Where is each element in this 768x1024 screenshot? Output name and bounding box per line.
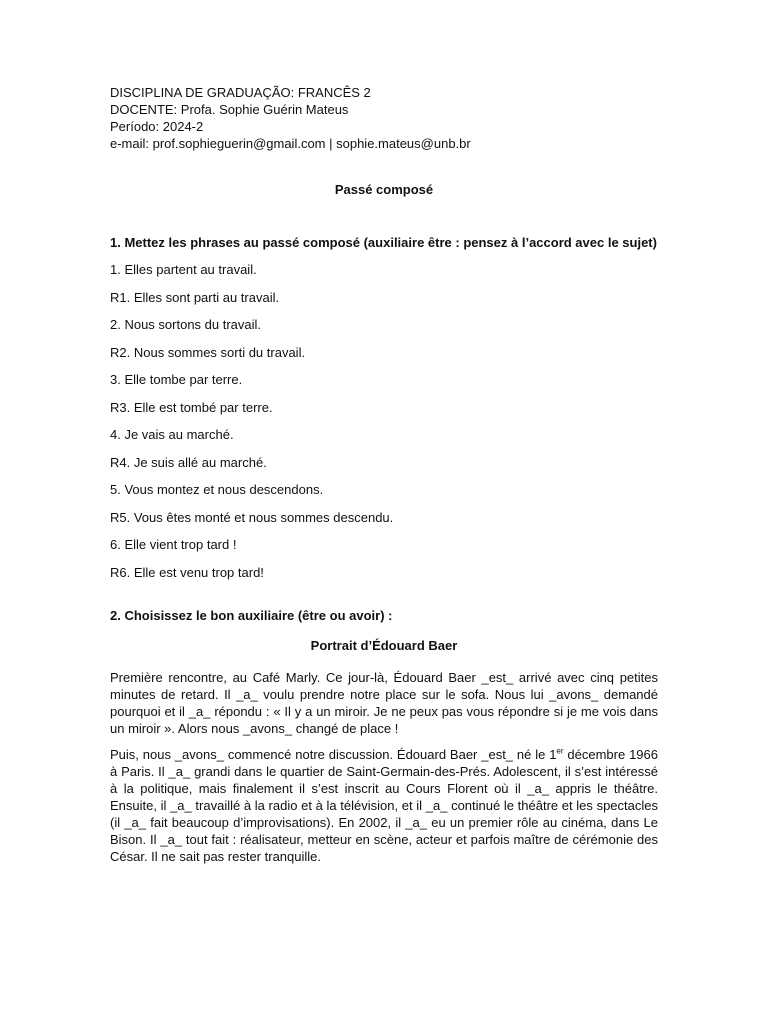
discipline-line: DISCIPLINA DE GRADUAÇÃO: FRANCÊS 2 (110, 85, 371, 100)
ordinal-superscript: er (556, 746, 564, 756)
exercise-item: 1. Elles partent au travail. (110, 262, 257, 277)
exercise-item: 4. Je vais au marché. (110, 427, 234, 442)
portrait-subtitle: Portrait d’Édouard Baer (310, 637, 458, 653)
email-line: e-mail: prof.sophieguerin@gmail.com | sophie.mateus@unb.br (110, 136, 471, 151)
document-header (110, 84, 658, 152)
exercise-2-heading: 2. Choisissez le bon auxiliaire (être ou avoir) : (110, 607, 393, 623)
exercise-1-items (110, 261, 658, 581)
exercise-item: 3. Elle tombe par terre. (110, 372, 243, 387)
period-line: Período: 2024-2 (110, 119, 204, 134)
exercise-1-heading: 1. Mettez les phrases au passé composé (auxiliaire être : pensez à l’accord avec le sujet) (110, 235, 657, 250)
portrait-paragraph-1: Première rencontre, au Café Marly. Ce jour-là, Édouard Baer _est_ arrivé avec cinq petites minutes de retard. Il _a_ voulu prendre notre place sur le sofa. Nous lui _avons_ demandé pourquoi et il _a_ répondu : « Il y a un miroir. Je ne peux pas vous répondre si je me vois dans un miroir ». Alors nous _avons_ changé de place ! (110, 669, 658, 736)
paragraph-2-text-end: décembre 1966 à Paris. Il _a_ grandi dans le quartier de Saint-Germain-des-Prés. Adolescent, il s’est intéressé à la politique, mais finalement il s’est inscrit au Cours Florent où il _a_ appris le théâtre. Ensuite, il _a_ travaillé à la radio et à la télévision, et il _a_ continué le théâtre et les spectacles (il _a_ fait beaucoup d’improvisations). En 2002, il _a_ eu un premier rôle au cinéma, dans Le Bison. Il _a_ tout fait : réalisateur, metteur en scène, acteur et parfois maître de cérémonie des César. Il ne sait pas rester tranquille. (110, 746, 658, 864)
teacher-line: DOCENTE: Profa. Sophie Guérin Mateus (110, 102, 349, 117)
document-page (110, 84, 658, 865)
answer-item: R5. Vous êtes monté et nous sommes descendu. (110, 509, 394, 525)
answer-item: R4. Je suis allé au marché. (110, 454, 267, 470)
exercise-item: 2. Nous sortons du travail. (110, 317, 262, 332)
portrait-paragraph-2 (110, 746, 658, 865)
answer-item: R3. Elle est tombé par terre. (110, 399, 273, 415)
answer-item: R2. Nous sommes sorti du travail. (110, 344, 306, 360)
paragraph-2-text-start: Puis, nous _avons_ commencé notre discussion. Édouard Baer _est_ né le 1 (110, 746, 557, 762)
exercise-item: 6. Elle vient trop tard ! (110, 537, 237, 552)
answer-item: R6. Elle est venu trop tard! (110, 564, 264, 580)
document-title: Passé composé (334, 182, 434, 197)
exercise-item: 5. Vous montez et nous descendons. (110, 482, 324, 497)
answer-item: R1. Elles sont parti au travail. (110, 289, 280, 305)
